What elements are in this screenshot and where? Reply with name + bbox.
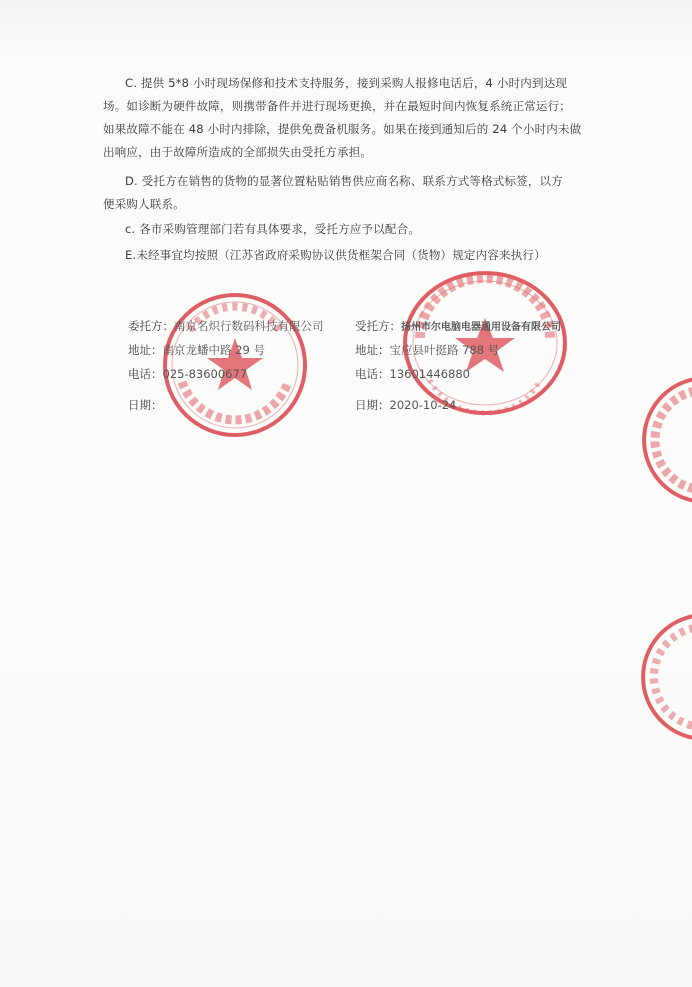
clause-e-paragraph	[103, 244, 593, 267]
principal-address-label: 地址：	[128, 343, 163, 357]
clause-e-line: E.未经事宜均按照（江苏省政府采购协议供货框架合同（货物）规定内容来执行）	[125, 248, 546, 262]
clause-c-paragraph	[103, 72, 593, 164]
principal-name: 南京名炽行数码科技有限公司	[174, 319, 324, 333]
agent-name-row	[355, 318, 561, 334]
principal-label: 委托方：	[128, 319, 174, 333]
clause-c-line-3: 如果故障不能在 48 小时内排除，提供免费备机服务。如果在接到通知后的 24 个小时内未做	[103, 122, 582, 136]
clause-d-line-2: 便采购人联系。	[103, 197, 185, 211]
agent-name: 扬州市尔电脑电器通用设备有限公司	[401, 322, 561, 333]
agent-date-label: 日期：	[355, 398, 390, 412]
clause-c-line-4: 出响应，由于故障所造成的全部损失由受托方承担。	[103, 145, 373, 159]
principal-phone-label: 电话：	[128, 367, 163, 381]
agent-address-label: 地址：	[355, 343, 390, 357]
principal-address: 南京龙蟠中路 29 号	[162, 343, 265, 357]
principal-date-label: 日期：	[128, 398, 163, 412]
principal-name-row	[128, 318, 324, 334]
agent-phone: 13601446880	[389, 367, 470, 381]
principal-address-row	[128, 342, 265, 358]
agent-date-row	[355, 397, 456, 413]
agent-address-row	[355, 342, 499, 358]
margin-seal-upper	[640, 375, 692, 505]
agent-phone-row	[355, 366, 470, 382]
clause-d-paragraph	[103, 170, 593, 216]
principal-phone: 025-83600677	[162, 367, 248, 381]
clause-c-lower-paragraph	[103, 218, 593, 241]
agent-label: 受托方：	[355, 319, 401, 333]
clause-c-line-2: 场。如诊断为硬件故障，则携带备件并进行现场更换，并在最短时间内恢复系统正常运行；	[103, 99, 571, 113]
clause-c-line-1: C. 提供 5*8 小时现场保修和技术支持服务，接到采购人报修电话后，4 小时内到达现	[125, 76, 568, 90]
principal-date-row	[128, 397, 163, 413]
clause-d-line-1: D. 受托方在销售的货物的显著位置粘贴销售供应商名称、联系方式等格式标签，以方	[125, 174, 563, 188]
agent-address: 宝应县叶挺路 788 号	[389, 343, 500, 357]
margin-seal-lower	[628, 612, 692, 742]
clause-c-lower-line: c. 各市采购管理部门若有具体要求，受托方应予以配合。	[125, 222, 421, 236]
principal-phone-row	[128, 366, 247, 382]
agent-phone-label: 电话：	[355, 367, 390, 381]
principal-seal-stamp	[160, 290, 310, 440]
agent-date: 2020-10-24	[389, 398, 457, 412]
